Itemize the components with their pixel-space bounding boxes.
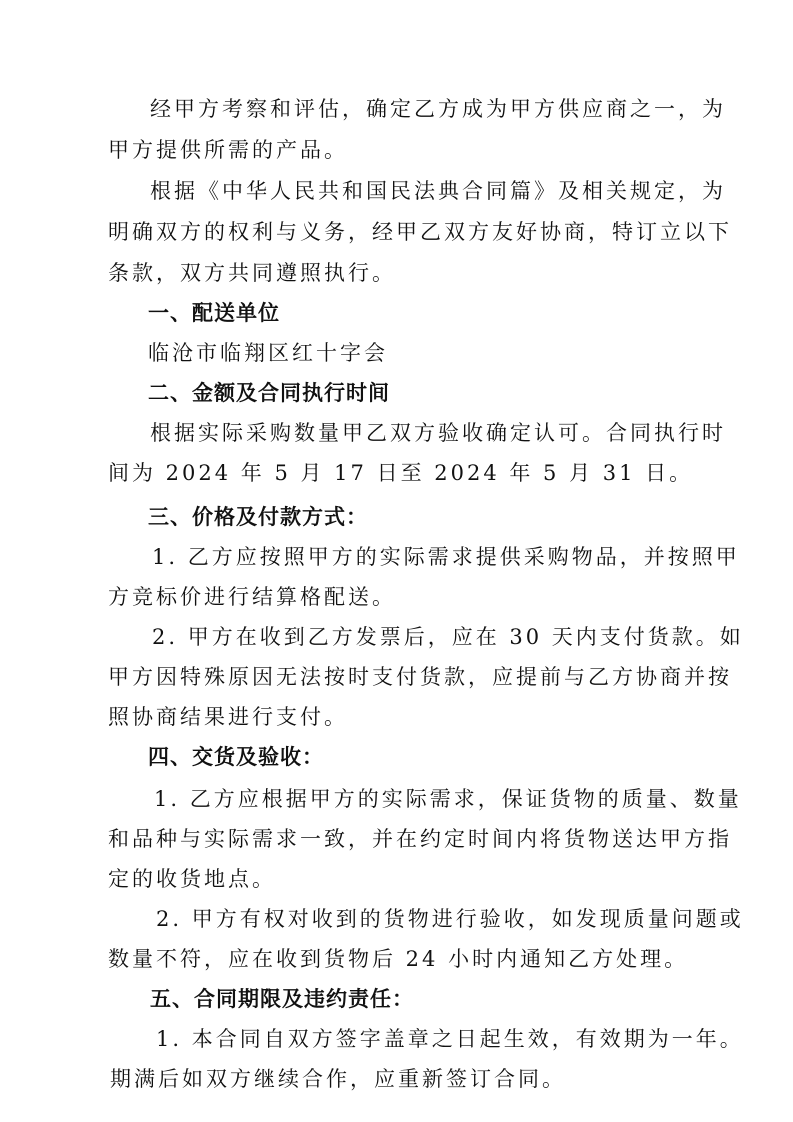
delivery-line-2: 和品种与实际需求一致，并在约定时间内将货物送达甲方指: [108, 827, 732, 851]
basis-line-2: 明确双方的权利与义务，经甲乙双方友好协商，特订立以下: [108, 220, 732, 244]
section-heading-amount-time: 二、金额及合同执行时间: [148, 381, 390, 405]
intro-line-1: 经甲方考察和评估，确定乙方成为甲方供应商之一，为: [150, 97, 726, 121]
section-heading-price-payment: 三、价格及付款方式：: [148, 505, 368, 529]
section-heading-delivery-acceptance: 四、交货及验收：: [148, 745, 324, 769]
section-heading-delivery-unit: 一、配送单位: [148, 301, 280, 325]
intro-line-2: 甲方提供所需的产品。: [108, 138, 348, 162]
delivery-line-1: 1. 乙方应根据甲方的实际需求，保证货物的质量、数量: [154, 787, 742, 811]
delivery-line-4: 2. 甲方有权对收到的货物进行验收，如发现质量问题或: [156, 907, 744, 931]
basis-line-1: 根据《中华人民共和国民法典合同篇》及相关规定，为: [150, 179, 726, 203]
delivery-line-5: 数量不符，应在收到货物后 24 小时内通知乙方处理。: [108, 947, 689, 971]
delivery-unit-name: 临沧市临翔区红十字会: [148, 341, 388, 365]
basis-line-3: 条款，双方共同遵照执行。: [108, 261, 396, 285]
price-line-4: 甲方因特殊原因无法按时支付货款，应提前与乙方协商并按: [108, 665, 732, 689]
amount-line-1: 根据实际采购数量甲乙双方验收确定认可。合同执行时: [150, 421, 726, 445]
amount-line-2: 间为 2024 年 5 月 17 日至 2024 年 5 月 31 日。: [108, 461, 694, 485]
term-line-1: 1. 本合同自双方签字盖章之日起生效，有效期为一年。: [156, 1027, 744, 1051]
delivery-line-3: 定的收货地点。: [108, 867, 276, 891]
price-line-1: 1. 乙方应按照甲方的实际需求提供采购物品，并按照甲: [152, 545, 740, 569]
price-line-2: 方竞标价进行结算格配送。: [108, 585, 396, 609]
price-line-5: 照协商结果进行支付。: [108, 705, 348, 729]
term-line-2: 期满后如双方继续合作，应重新签订合同。: [110, 1067, 566, 1091]
price-line-3: 2. 甲方在收到乙方发票后，应在 30 天内支付货款。如: [152, 625, 744, 649]
section-heading-term-liability: 五、合同期限及违约责任：: [150, 987, 414, 1011]
